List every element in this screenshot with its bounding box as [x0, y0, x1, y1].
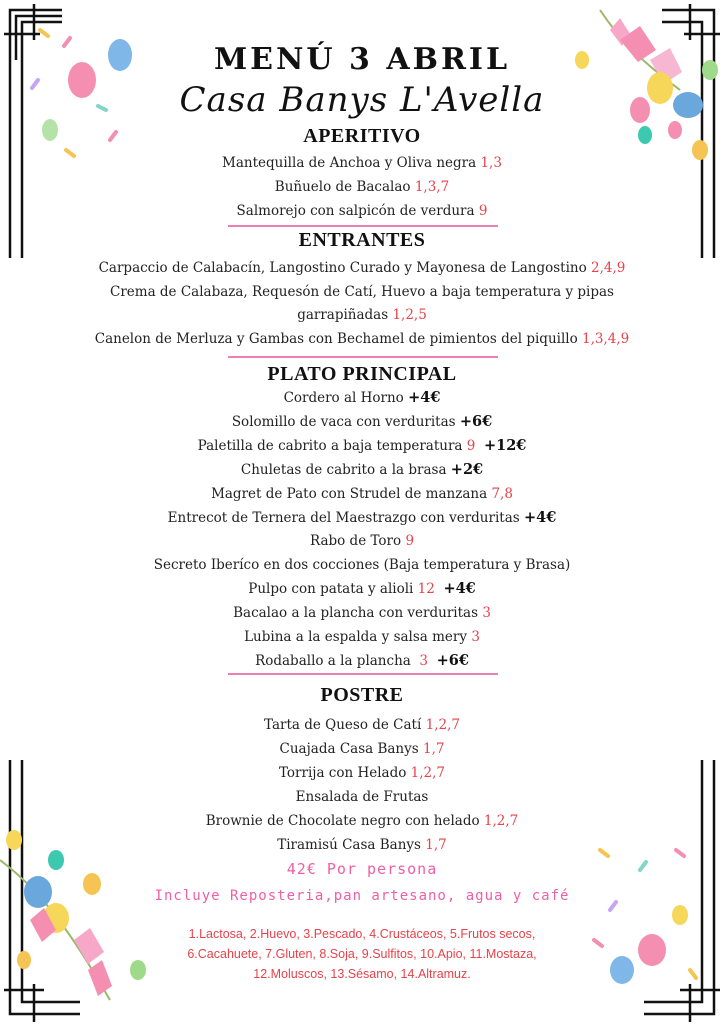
allergen-legend-line: 6.Cacahuete, 7.Gluten, 8.Soja, 9.Sulfitos, 10.Apio, 11.Mostaza, — [187, 947, 537, 961]
supplement-price: +4€ — [523, 509, 557, 526]
allergen-codes: 1,3 — [480, 155, 502, 171]
menu-title: MENÚ 3 ABRIL — [213, 42, 511, 77]
section-title-entrantes: ENTRANTES — [298, 229, 426, 251]
allergen-codes: 3 — [471, 629, 480, 645]
section-title-postre: POSTRE — [320, 684, 404, 706]
allergen-legend-line: 12.Moluscos, 13.Sésamo, 14.Altramuz. — [253, 967, 471, 981]
allergen-codes: 1,2,7 — [410, 765, 446, 781]
menu-item: Secreto Iberíco en dos cocciones (Baja temperatura y Brasa) — [153, 557, 571, 573]
menu-item: Mantequilla de Anchoa y Oliva negra 1,3 — [222, 155, 502, 171]
menu-item: Rodaballo a la plancha 3 +6€ — [255, 652, 469, 669]
allergen-legend — [130, 924, 594, 984]
menu-item: Tarta de Queso de Catí 1,2,7 — [264, 717, 460, 733]
menu-item: Solomillo de vaca con verduritas +6€ — [231, 413, 493, 430]
menu-item: Pulpo con patata y alioli 12 +4€ — [248, 580, 476, 597]
allergen-codes: 9 — [466, 438, 476, 454]
menu-item: Tiramisú Casa Banys 1,7 — [277, 837, 447, 853]
menu-item: Carpaccio de Calabacín, Langostino Curado y Mayonesa de Langostino 2,4,9 — [98, 260, 626, 276]
allergen-codes: 12 — [417, 581, 435, 597]
menu-item: Lubina a la espalda y salsa mery 3 — [244, 629, 480, 645]
menu-item-continued: garrapiñadas 1,2,5 — [297, 307, 427, 323]
supplement-price: +12€ — [483, 437, 527, 454]
menu-item: Canelon de Merluza y Gambas con Bechamel de pimientos del piquillo 1,3,4,9 — [94, 331, 630, 347]
allergen-legend-line: 1.Lactosa, 2.Huevo, 3.Pescado, 4.Crustáceos, 5.Frutos secos, — [188, 927, 536, 941]
menu-item: Bacalao a la plancha con verduritas 3 — [233, 605, 491, 621]
allergen-codes: 1,7 — [425, 837, 447, 853]
allergen-codes: 7,8 — [491, 486, 513, 502]
restaurant-name: Casa Banys L'Avella — [179, 80, 545, 120]
includes-note: Incluye Reposteria,pan artesano, agua y café — [154, 888, 570, 904]
menu-item: Chuletas de cabrito a la brasa +2€ — [240, 461, 484, 478]
allergen-codes: 3 — [482, 605, 491, 621]
allergen-codes: 9 — [478, 203, 488, 219]
menu-item: Cordero al Horno +4€ — [283, 389, 441, 406]
allergen-codes: 1,2,5 — [392, 307, 427, 323]
allergen-codes: 1,3,4,9 — [582, 331, 630, 347]
menu-item: Salmorejo con salpicón de verdura 9 — [236, 203, 488, 219]
allergen-codes: 2,4,9 — [591, 260, 626, 276]
allergen-codes: 3 — [419, 653, 428, 669]
allergen-codes: 1,7 — [422, 741, 445, 757]
section-title-plato-principal: PLATO PRINCIPAL — [267, 363, 457, 385]
menu-item: Entrecot de Ternera del Maestrazgo con verduritas +4€ — [167, 509, 557, 526]
menu-item: Paletilla de cabrito a baja temperatura 9 +12€ — [197, 437, 527, 454]
menu-item: Ensalada de Frutas — [295, 789, 429, 805]
allergen-codes: 1,2,7 — [425, 717, 460, 733]
supplement-price: +6€ — [459, 413, 493, 430]
allergen-codes: 1,3,7 — [414, 179, 450, 195]
supplement-price: +4€ — [443, 580, 476, 597]
allergen-codes: 9 — [405, 533, 415, 549]
supplement-price: +6€ — [436, 652, 469, 669]
section-title-aperitivo: APERITIVO — [303, 125, 421, 147]
price-per-person: 42€ Por persona — [286, 860, 438, 878]
menu-item: Magret de Pato con Strudel de manzana 7,8 — [211, 486, 513, 502]
allergen-codes: 1,2,7 — [483, 813, 519, 829]
section-divider — [228, 673, 498, 675]
menu-item: Cuajada Casa Banys 1,7 — [279, 741, 445, 757]
section-divider — [228, 225, 498, 227]
menu-item: Crema de Calabaza, Requesón de Catí, Huevo a baja temperatura y pipas — [110, 284, 614, 300]
supplement-price: +4€ — [408, 389, 441, 406]
menu-item: Torrija con Helado 1,2,7 — [278, 765, 446, 781]
menu-item: Buñuelo de Bacalao 1,3,7 — [274, 179, 450, 195]
section-divider — [228, 356, 498, 358]
supplement-price: +2€ — [450, 461, 484, 478]
menu-item: Brownie de Chocolate negro con helado 1,2,7 — [205, 813, 519, 829]
menu-item: Rabo de Toro 9 — [309, 533, 415, 549]
